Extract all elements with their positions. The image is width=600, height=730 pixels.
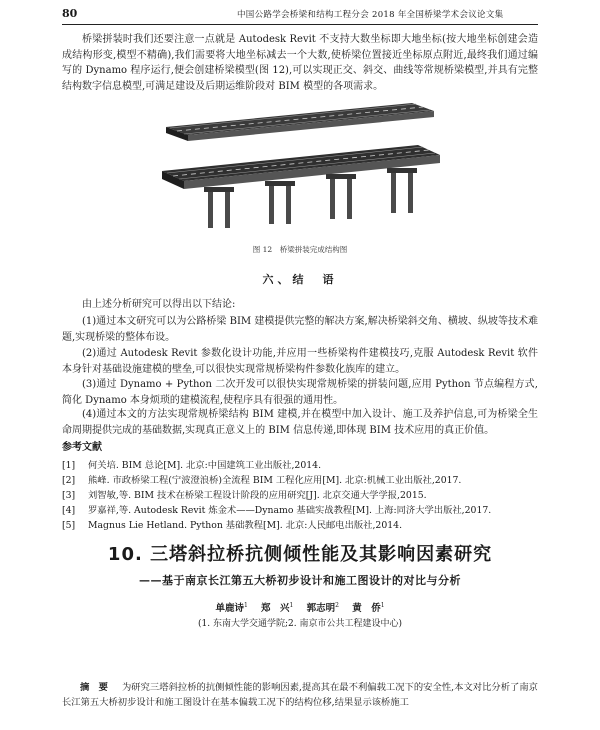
reference-number: [5] [62, 520, 76, 531]
reference-item [62, 458, 538, 473]
figure-caption: 图 12 桥梁拼装完成结构图 [252, 245, 348, 254]
reference-text: 何关培. BIM 总论[M]. 北京:中国建筑工业出版社,2014. [88, 460, 322, 471]
reference-number: [4] [62, 505, 76, 516]
author-affiliation-mark: 1 [380, 601, 385, 609]
abstract-label: 摘 要 [80, 682, 108, 693]
affiliation: (1. 东南大学交通学院;2. 南京市公共工程建设中心) [198, 619, 402, 629]
reference-text: 刘智敏,等. BIM 技术在桥梁工程设计阶段的应用研究[J]. 北京交通大学学报,2015. [88, 490, 427, 501]
reference-text: 熊峰. 市政桥梁工程(宁波澄浪桥)全流程 BIM 工程化应用[M]. 北京:机械工业出版社,2017. [88, 475, 462, 486]
reference-number: [1] [62, 460, 76, 471]
article-subtitle: ——基于南京长江第五大桥初步设计和施工图设计的对比与分析 [139, 574, 461, 587]
reference-number: [3] [62, 490, 76, 501]
references-heading: 参考文献 [62, 442, 102, 453]
reference-text: Magnus Lie Hetland. Python 基础教程[M]. 北京:人民邮电出版社,2014. [88, 520, 403, 531]
author-affiliation-mark: 1 [289, 601, 294, 609]
conclusion-item: (4)通过本文的方法实现常规桥梁结构 BIM 建模,并在模型中加入设计、施工及养护信息,可为桥梁全生命周期提供完成的基础数据,实现真正意义上的 BIM 信息传递,即体现 BIM 技术应用的真正价值。 [62, 409, 538, 436]
author-affiliation-mark: 2 [335, 601, 339, 609]
section-heading: 六、结 语 [262, 273, 338, 286]
abstract-text: 为研究三塔斜拉桥的抗侧倾性能的影响因素,提高其在最不利偏载工况下的安全性,本文对比分析了南京长江第五大桥初步设计和施工图设计在基本偏载工况下的结构位移,结果显示该桥施工 [62, 682, 538, 708]
abstract [62, 680, 538, 710]
reference-item [62, 518, 538, 533]
figure-bridge-model [150, 97, 450, 237]
reference-item [62, 473, 538, 488]
author-name: 单鹿诗 [215, 603, 244, 614]
author-name: 黄 侨 [352, 603, 381, 614]
body-paragraph: 桥梁拼装时我们还要注意一点就是 Autodesk Revit 不支持大数坐标即大地坐标(按大地坐标创建会造成结构形变,模型不精确),我们需要将大地坐标减去一个大数,使桥梁位置接近坐标原点附近,最终我们通过编写的 Dynamo 程序运行,便会创建桥梁模型(图 12),可以实现正交、斜交、曲线等常规桥梁模型,并具有完整结构数字信息模型,可满足建设及后期运维阶段对 BIM 模型的各项需求。 [62, 34, 538, 92]
reference-number: [2] [62, 475, 76, 486]
reference-list [62, 458, 538, 533]
journal-title: 中国公路学会桥梁和结构工程分会 2018 年全国桥梁学术会议论文集 [237, 10, 504, 20]
author-affiliation-mark: 1 [243, 601, 248, 609]
author-list [0, 600, 600, 614]
page-number: 80 [62, 7, 78, 20]
conclusion-item: (2)通过 Autodesk Revit 参数化设计功能,并应用一些桥梁构件建模技巧,克服 Autodesk Revit 软件本身针对基础设施建模的壁垒,可以很快实现常规桥梁构件参数化族库的建立。 [62, 348, 538, 375]
reference-item [62, 488, 538, 503]
conclusion-item: (3)通过 Dynamo + Python 二次开发可以很快实现常规桥梁的拼装问题,应用 Python 节点编程方式,简化 Dynamo 本身烦琐的建模流程,使程序具有很强的通用性。 [62, 379, 538, 406]
bridge-model-illustration [150, 97, 450, 237]
conclusion-item: (1)通过本文研究可以为公路桥梁 BIM 建模提供完整的解决方案,解决桥梁斜交角、横坡、纵坡等技术难题,实现桥梁的整体布设。 [62, 316, 538, 343]
author-name: 郭志明 [306, 603, 336, 614]
article-title: 10. 三塔斜拉桥抗侧倾性能及其影响因素研究 [107, 544, 493, 565]
running-header [62, 7, 538, 23]
header-rule [62, 24, 538, 25]
author-name: 郑 兴 [261, 603, 290, 614]
reference-item [62, 503, 538, 518]
reference-text: 罗嘉祥,等. Autodesk Revit 炼金术——Dynamo 基础实战教程[M]. 上海:同济大学出版社,2017. [88, 505, 492, 516]
conclusion-intro: 由上述分析研究可以得出以下结论: [82, 299, 236, 310]
